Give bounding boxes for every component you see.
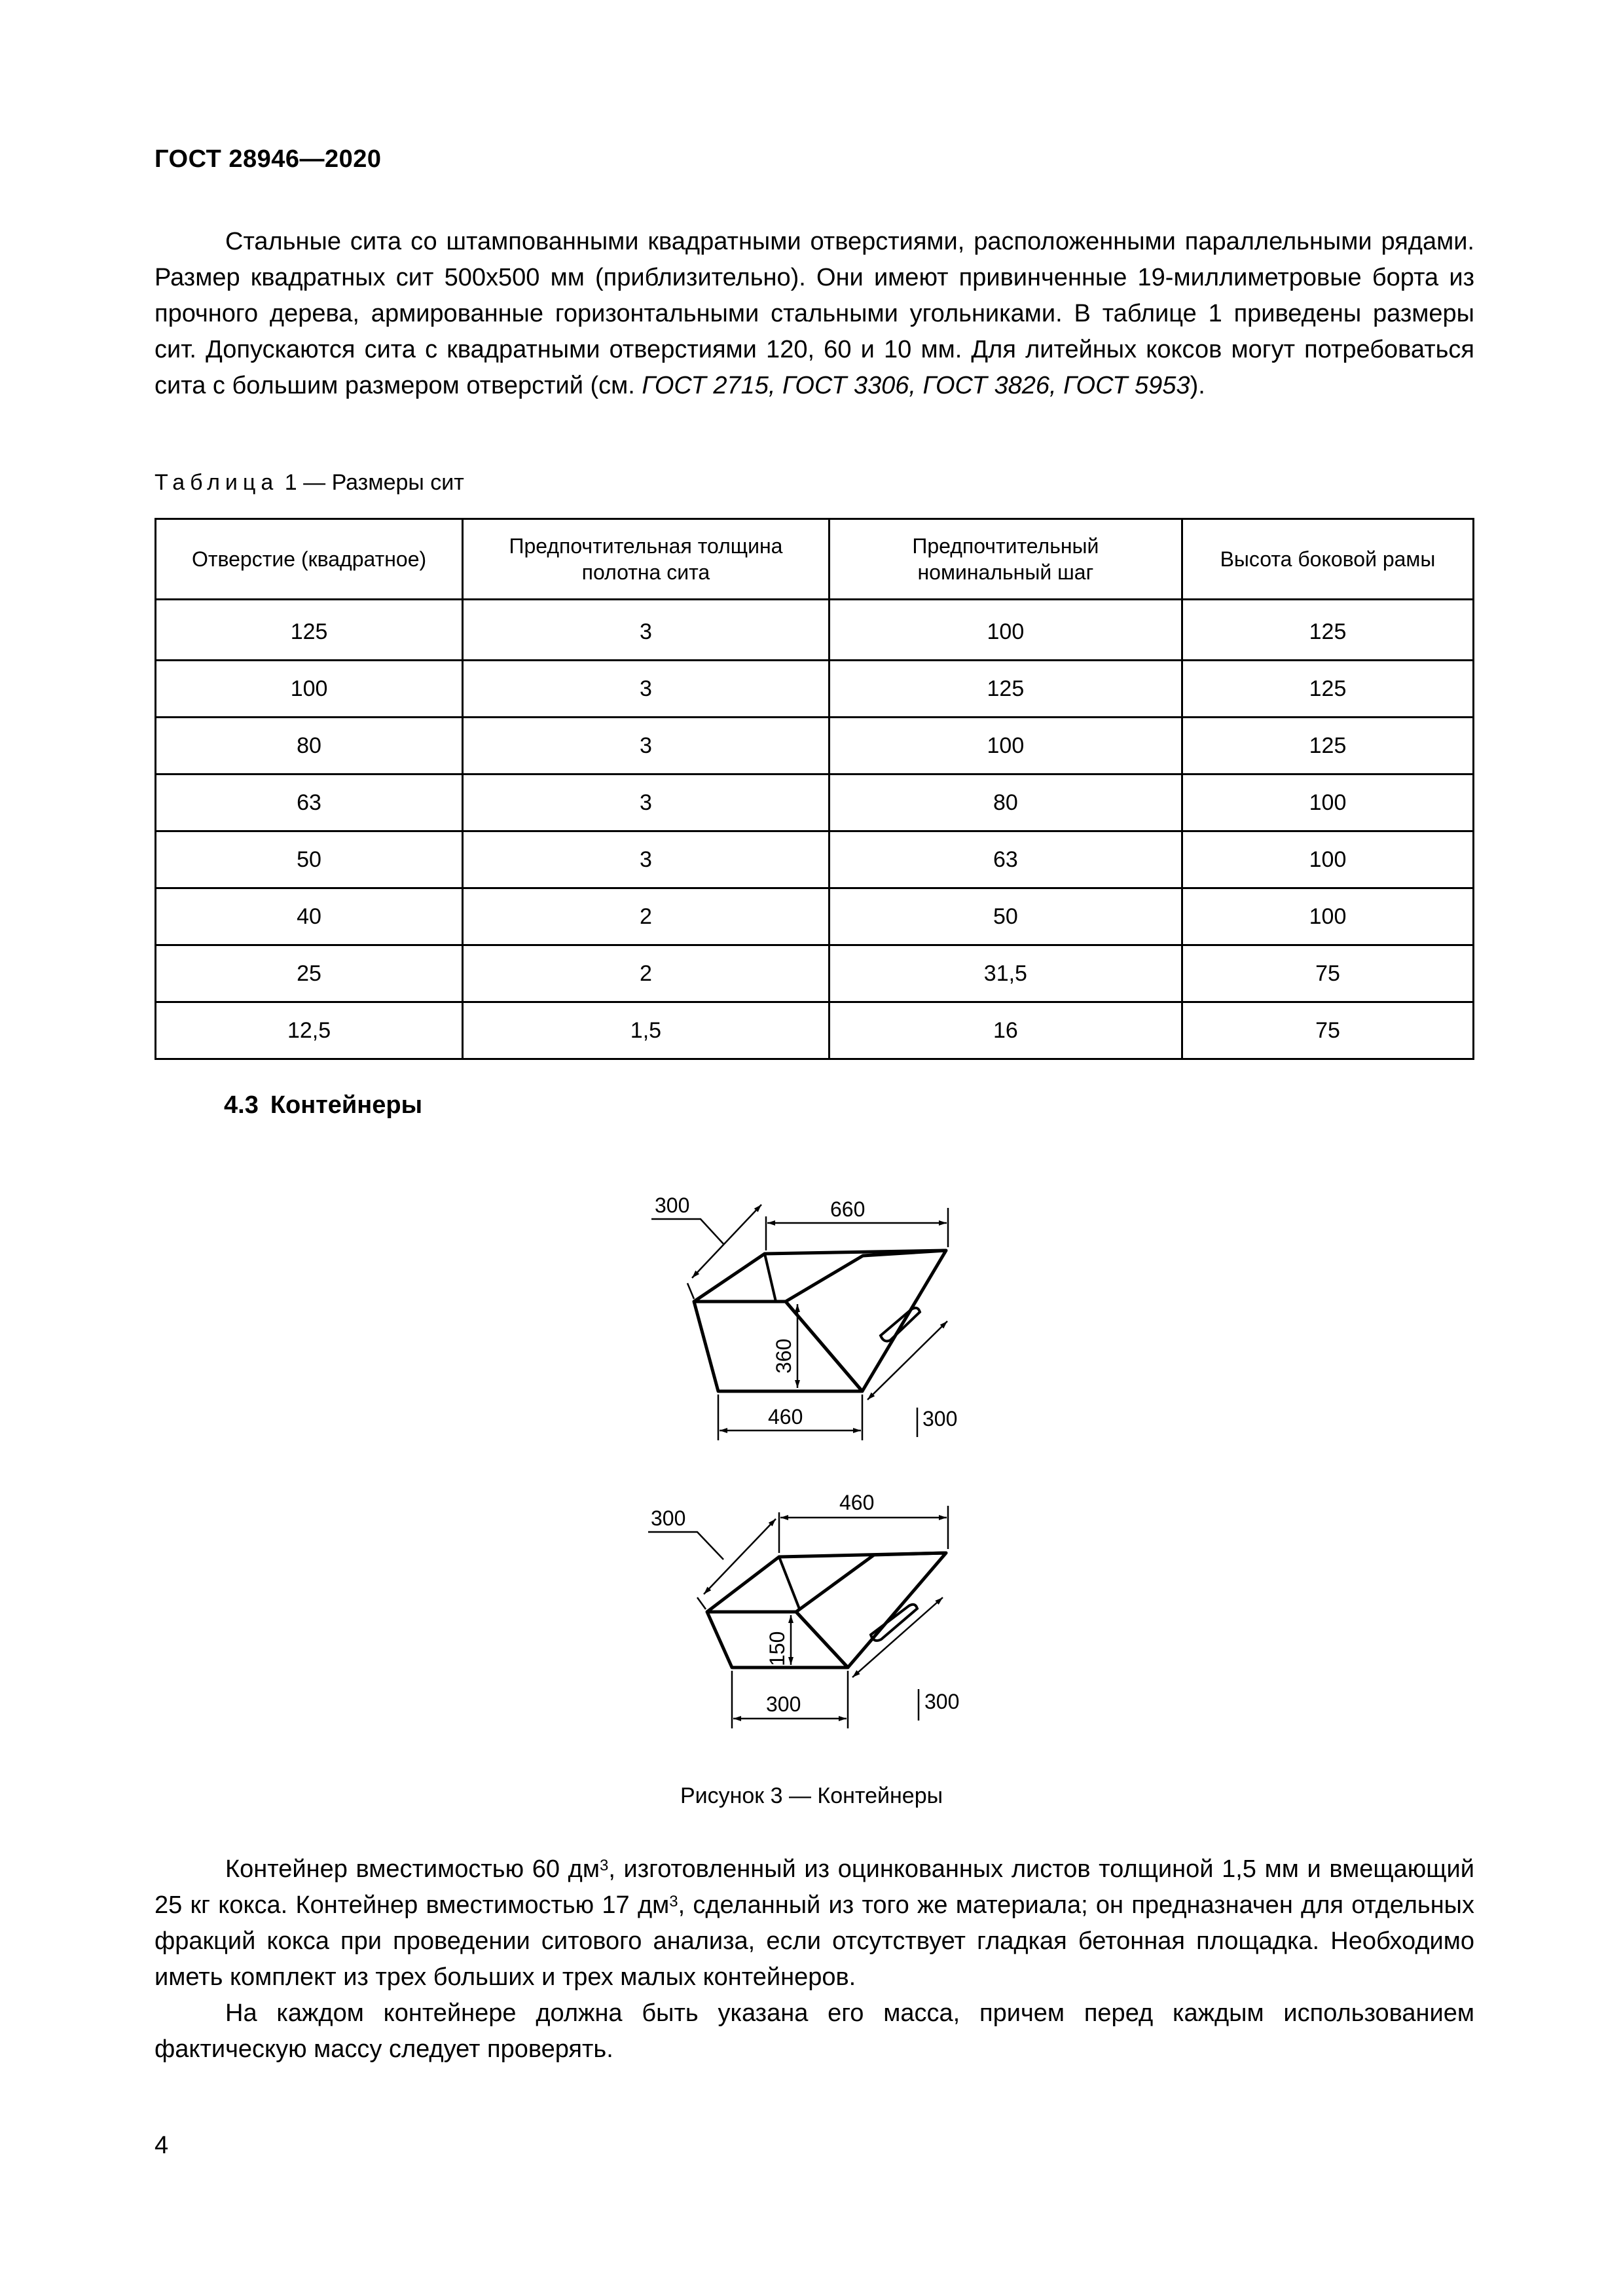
table-caption-title: 1 — Размеры сит (284, 470, 464, 495)
table-caption-label: Таблица (155, 470, 279, 495)
para2-sup2: 3 (669, 1893, 678, 1910)
table-cell: 3 (463, 718, 830, 774)
table-cell: 3 (463, 661, 830, 718)
table-row (156, 774, 1474, 831)
intro-paragraph (155, 224, 1474, 404)
large-bottom-width-label: 460 (768, 1405, 803, 1429)
table-cell: 3 (463, 600, 830, 661)
table-cell: 125 (1182, 600, 1474, 661)
small-depth-bottom-label: 300 (924, 1690, 960, 1713)
containers-figure (589, 1165, 1074, 1741)
table-cell: 100 (829, 600, 1182, 661)
table-cell: 16 (829, 1002, 1182, 1059)
large-top-width-label: 660 (830, 1197, 866, 1221)
gost-references: ГОСТ 2715, ГОСТ 3306, ГОСТ 3826, ГОСТ 5953 (642, 372, 1190, 399)
para2-b: , изготовленный из оцинкованных листов толщиной 1,5 мм и вмещающий 25 кг кокса. Контейнер вместимостью 17 дм (155, 1855, 1474, 1919)
table-row (156, 661, 1474, 718)
figure-caption: Рисунок 3 — Контейнеры (680, 1783, 943, 1808)
table-cell: 100 (1182, 888, 1474, 945)
large-height-label: 360 (772, 1338, 795, 1374)
table-cell: 125 (829, 661, 1182, 718)
containers-paragraph (155, 1851, 1474, 2068)
table-cell: 75 (1182, 1002, 1474, 1059)
table-cell: 3 (463, 774, 830, 831)
table-cell: 125 (156, 600, 463, 661)
large-rim (694, 1250, 946, 1302)
table-cell: 1,5 (463, 1002, 830, 1059)
table-caption (155, 470, 464, 496)
small-bottom-width-label: 300 (766, 1692, 801, 1716)
table-cell: 25 (156, 945, 463, 1002)
small-depth-top-label: 300 (651, 1506, 686, 1530)
table-cell: 2 (463, 888, 830, 945)
section-title: Контейнеры (270, 1091, 423, 1119)
page-number: 4 (155, 2132, 169, 2159)
table-cell: 100 (1182, 774, 1474, 831)
intro-end: ). (1190, 372, 1205, 399)
section-number: 4.3 (224, 1091, 259, 1119)
large-depth-top-label: 300 (655, 1194, 690, 1217)
table-cell: 75 (1182, 945, 1474, 1002)
column-header: Предпочтительный номинальный шаг (829, 519, 1182, 600)
table-row (156, 945, 1474, 1002)
table-cell: 50 (156, 831, 463, 888)
column-header: Отверстие (квадратное) (156, 519, 463, 600)
intro-text: Стальные сита со штампованными квадратными отверстиями, расположенными параллельными рядами. Размер квадратных сит 500x500 мм (приблизительно). Они имеют привинченные 19-миллиметровые борта из прочного дерева, армированные горизонтальными стальными угольниками. В таблице 1 приведены размеры сит. Допускаются сита с квадратными отверстиями 120, 60 и 10 мм. Для литейных коксов могут потребоваться сита с большим размером отверстий (см. (155, 228, 1474, 399)
table-cell: 2 (463, 945, 830, 1002)
table-cell: 80 (829, 774, 1182, 831)
table-row (156, 888, 1474, 945)
table-cell: 80 (156, 718, 463, 774)
large-right-face (786, 1250, 946, 1391)
table-cell: 125 (1182, 718, 1474, 774)
sieve-sizes-table (155, 518, 1474, 1060)
para2-c: , сделанный из того же материала; он предназначен для отдельных фракций кокса при проведении ситового анализа, если отсутствует гладкая бетонная площадка. Необходимо иметь комплект из трех больших и трех малых контейнеров. (155, 1891, 1474, 1991)
column-header: Предпочтительная толщина полотна сита (463, 519, 830, 600)
table-row (156, 600, 1474, 661)
table-row (156, 718, 1474, 774)
table-cell: 100 (156, 661, 463, 718)
small-top-width-label: 460 (839, 1491, 875, 1514)
section-heading (224, 1091, 422, 1120)
table-row (156, 1002, 1474, 1059)
mass-paragraph: На каждом контейнере должна быть указана его масса, причем перед каждым использованием фактическую массу следует проверять. (155, 1999, 1474, 2063)
para2-sup1: 3 (599, 1857, 609, 1874)
table-cell: 63 (829, 831, 1182, 888)
table-cell: 50 (829, 888, 1182, 945)
document-header: ГОСТ 28946—2020 (155, 145, 382, 173)
table-cell: 100 (829, 718, 1182, 774)
table-cell: 63 (156, 774, 463, 831)
small-rim (707, 1553, 946, 1612)
large-depth-bottom-label: 300 (922, 1407, 958, 1430)
table-cell: 100 (1182, 831, 1474, 888)
small-right-face (796, 1553, 946, 1667)
small-handle (871, 1605, 917, 1641)
table-cell: 3 (463, 831, 830, 888)
small-height-label: 150 (765, 1631, 789, 1666)
column-header: Высота боковой рамы (1182, 519, 1474, 600)
table-cell: 31,5 (829, 945, 1182, 1002)
table-cell: 40 (156, 888, 463, 945)
table-header-row (156, 519, 1474, 600)
para2-a: Контейнер вместимостью 60 дм (225, 1855, 600, 1883)
table-cell: 12,5 (156, 1002, 463, 1059)
table-row (156, 831, 1474, 888)
table-cell: 125 (1182, 661, 1474, 718)
